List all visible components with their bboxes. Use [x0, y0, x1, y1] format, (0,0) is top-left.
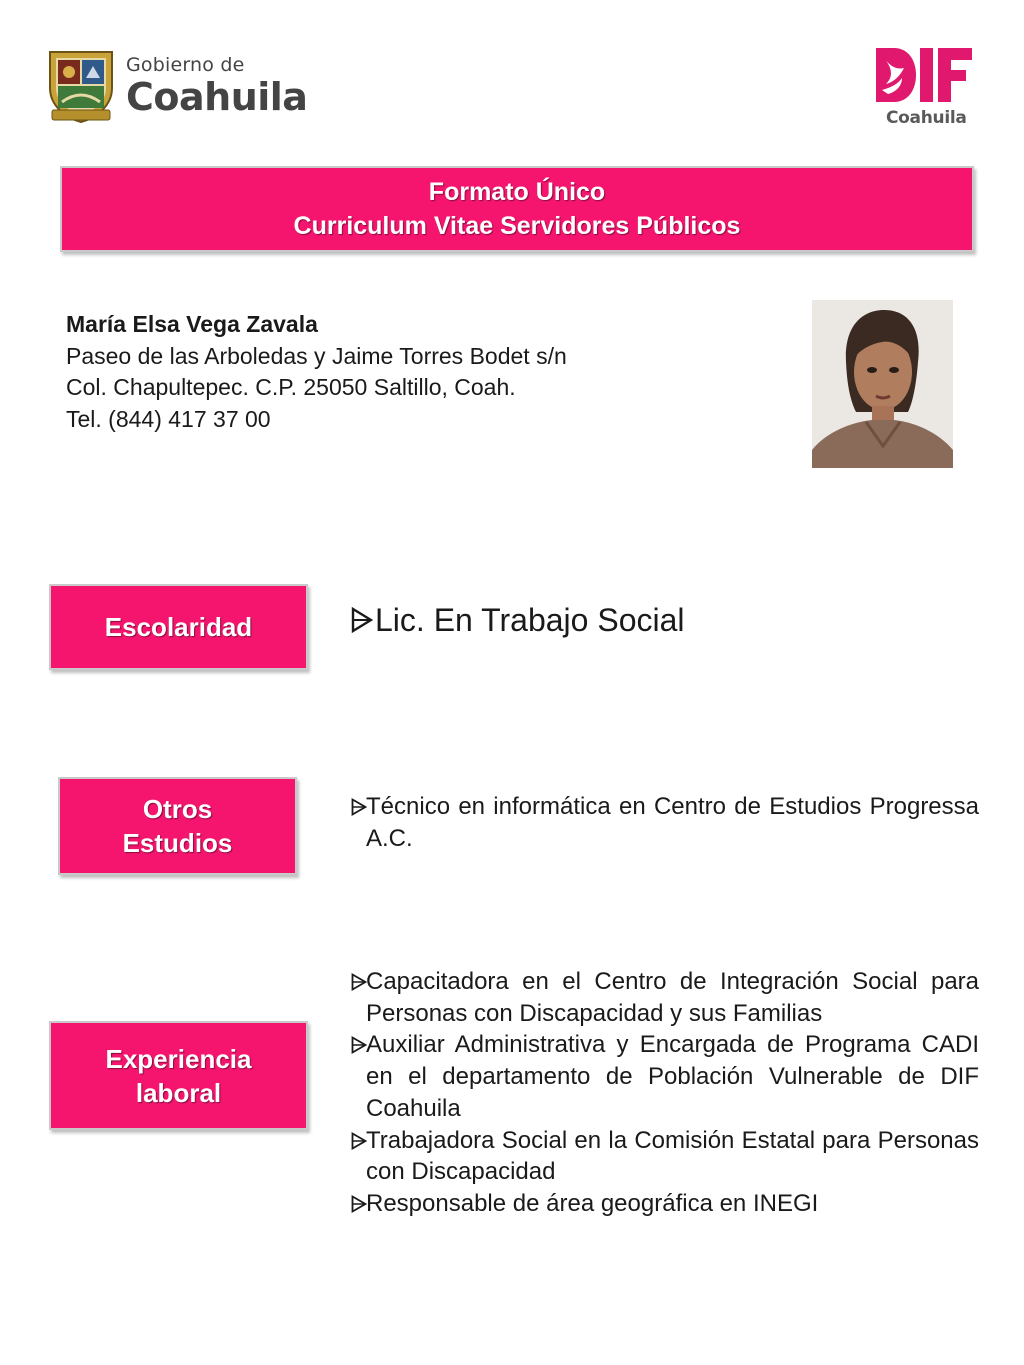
section-label-text-line1: Experiencia	[105, 1043, 252, 1074]
list-item	[351, 966, 979, 1029]
dif-coahuila-logo	[874, 44, 976, 128]
arrow-bullet-icon	[351, 1125, 367, 1157]
portrait-photo	[812, 300, 953, 468]
experiencia-item-text: Auxiliar Administrativa y Encargada de Programa CADI en el departamento de Población Vulnerable de DIF Coahuila	[366, 1031, 979, 1122]
arrow-bullet-icon	[351, 598, 373, 642]
logo-coahuila-text: Coahuila	[126, 75, 308, 119]
section-label-otros-estudios	[58, 777, 297, 875]
experiencia-item-text: Trabajadora Social en la Comisión Estatal para Personas con Discapacidad	[366, 1126, 979, 1186]
section-label-text-line2: laboral	[135, 1077, 222, 1108]
dif-logo-icon	[874, 44, 976, 106]
section-label-experiencia-laboral	[49, 1021, 308, 1130]
list-item	[351, 1188, 979, 1220]
section-label-text-line1: Otros	[142, 794, 213, 824]
coat-of-arms-icon	[44, 48, 118, 124]
banner-title-line2: Curriculum Vitae Servidores Públicos	[293, 212, 741, 240]
list-item	[351, 791, 979, 855]
gobierno-coahuila-logo	[44, 46, 308, 126]
arrow-bullet-icon	[351, 966, 367, 998]
list-item	[351, 1125, 979, 1188]
dif-logo-subtitle: Coahuila	[886, 108, 967, 128]
list-item	[351, 1029, 979, 1124]
experiencia-item-text: Responsable de área geográfica en INEGI	[366, 1189, 819, 1217]
otros-estudios-list	[351, 791, 979, 855]
logo-gobierno-de-text: Gobierno de	[126, 54, 245, 76]
escolaridad-list	[351, 598, 991, 642]
experiencia-item-text: Capacitadora en el Centro de Integración Social para Personas con Discapacidad y sus Familias	[366, 968, 979, 1027]
title-banner	[60, 166, 974, 252]
address-line-2: Col. Chapultepec. C.P. 25050 Saltillo, Coah.	[66, 374, 516, 400]
experiencia-laboral-list	[351, 966, 979, 1220]
person-name: María Elsa Vega Zavala	[66, 311, 318, 337]
arrow-bullet-icon	[351, 1029, 367, 1061]
section-label-text-line2: Estudios	[122, 828, 233, 858]
section-label-text: Escolaridad	[104, 612, 253, 642]
phone-number: Tel. (844) 417 37 00	[66, 405, 271, 432]
arrow-bullet-icon	[351, 1188, 367, 1220]
arrow-bullet-icon	[351, 791, 367, 823]
escolaridad-item-text: Lic. En Trabajo Social	[375, 602, 685, 638]
section-label-escolaridad	[49, 584, 308, 670]
list-item	[351, 598, 991, 642]
contact-info	[66, 309, 766, 435]
address-line-1: Paseo de las Arboledas y Jaime Torres Bodet s/n	[66, 342, 567, 369]
otros-estudios-item-text: Técnico en informática en Centro de Estudios Progressa A.C.	[366, 793, 979, 852]
banner-title-line1: Formato Único	[428, 178, 606, 206]
